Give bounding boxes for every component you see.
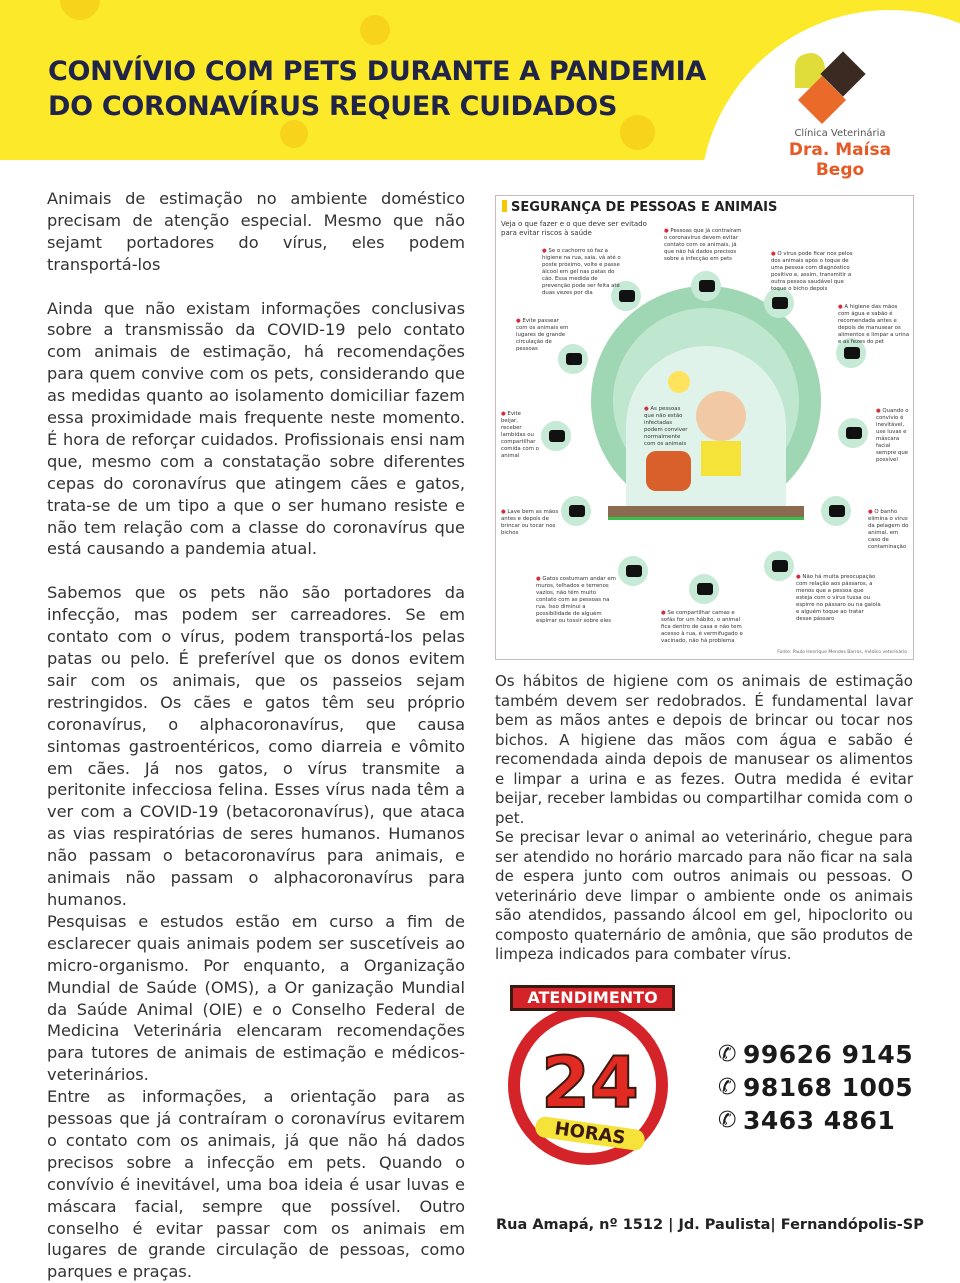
clinic-logo: [765, 48, 915, 180]
phone-icon: ✆: [718, 1108, 737, 1133]
caption: ● Pessoas que já contraíram o coronavírus devem evitar contato com os animais, já que não há dados precisos sobre a infecção em pets: [664, 228, 746, 263]
infographic-subtitle: Veja o que fazer e o que deve ser evitado para evitar riscos à saúde: [501, 220, 647, 237]
caption: ● Evite passear com os animais em lugares de grande circulação de pessoas: [516, 318, 571, 353]
caption: ● O vírus pode ficar nos pelos dos animais após o toque de uma pessoa com diagnóstico positivo e, assim, transmitir a outra pessoa saudável que toque o bicho depois: [771, 251, 861, 293]
phone-list: [718, 1038, 913, 1137]
24h-service-badge: [505, 985, 675, 1170]
caption: ● Evite beijar, receber lambidas ou compartilhar comida com o animal: [501, 411, 539, 460]
pets-heart-icon: [765, 48, 915, 128]
sofa-icon: [689, 574, 719, 604]
phone-item[interactable]: [718, 1071, 913, 1104]
child-shirt-illustration: [701, 441, 741, 476]
mask-icon: [838, 418, 868, 448]
phone-item[interactable]: [718, 1038, 913, 1071]
badge-bottom-label: HORAS: [534, 1115, 646, 1151]
paragraph: Pesquisas e estudos estão em curso a fim de esclarecer quais animais podem ser suscetíveis ao micro-organismo. Por enquanto, a Organização Mundial de Saúde (OMS), a Or ganização Mundial da Saúde Animal (OIE) e o Conselho Federal de Medicina Veterinária elencaram recomendações para tutores de animais de estimação e médicos-veterinários.: [47, 911, 465, 1085]
kiss-icon: [541, 421, 571, 451]
paragraph: Se precisar levar o animal ao veterinário, chegue para ser atendido no horário marcado para não ficar na sala de espera junto com outros animais ou pessoas. O veterinário deve limpar o ambiente onde os animais são atendidos, passando álcool em gel, hipoclorito ou composto quaternário de amônia, que são produtos de limpeza indicados para combater vírus.: [495, 828, 913, 963]
title-line: CONVÍVIO COM PETS DURANTE A PANDEMIA: [48, 56, 706, 87]
faucet-icon: [561, 496, 591, 526]
caption: ● Quando o convívio é inevitável, use luvas e máscara facial sempre que possível: [876, 408, 912, 464]
caption: ● Se compartilhar camas e sofás for um hábito, o animal fica dentro de casa e não tem acesso à rua, é vermifugado e vacinado, não há problema: [661, 610, 746, 645]
clinic-address: Rua Amapá, nº 1512 | Jd. Paulista| Fernandópolis-SP: [496, 1217, 924, 1233]
child-illustration: [696, 391, 746, 441]
paragraph: Sabemos que os pets não são portadores da infecção, mas podem ser carreadores. Se em contato com o vírus, podem transportá-los pelas patas ou pelo. É preferível que os donos evitem sair com os animais, que os passeios sejam restringidos. Os cães e gatos têm seu próprio coronavírus, o alphacoronavírus, que causa sintomas gastroentéricos, como diarreia e vômito em cães. Já nos gatos, o vírus transmite a peritonite infecciosa felina. Esses vírus nada têm a ver com a COVID-19 (betacoronavírus), que ataca as vias respiratórias de seres humanos. Humanos não passam o betacoronavírus para animais, e animais não passam o alphacoronavírus para humanos.: [47, 583, 465, 909]
infographic: [495, 195, 914, 660]
caption: ● As pessoas que não estão infectadas podem conviver normalmente com os animais: [644, 406, 692, 448]
logo-name: Dra. Maísa Bego: [788, 140, 892, 180]
infographic-source: Fonte: Paulo Henrique Mendes Barros, médico veterinário: [777, 650, 907, 655]
left-article-column: [47, 188, 465, 1283]
phone-item[interactable]: [718, 1104, 913, 1137]
paragraph: Os hábitos de higiene com os animais de estimação também devem ser redobrados. É fundamental lavar bem as mãos antes e depois de brincar ou tocar nos bichos. A higiene das mãos com água e sabão é recomendada ainda depois de manusear os alimentos e limpar a urina e as fezes. Outra medida é evitar beijar, receber lambidas ou compartilhar comida com o pet.: [495, 672, 913, 827]
caption: ● Não há muita preocupação com relação aos pássaros, a menos que a pessoa que esteja com o vírus tussa ou espirre no pássaro ou na gaiola e alguém toque ao tratar desse pássaro: [796, 574, 881, 623]
paragraph: Ainda que não existam informações conclusivas sobre a transmissão da COVID-19 pelo contato com animais de estimação, há recomendações para quem convive com os pets, considerando que as medidas quanto ao isolamento domiciliar fazem essa proximidade mais frequente neste momento. É hora de reforçar cuidados. Profissionais ensi nam que, mesmo com a constatação sobre diferentes cepas do coronavírus que atingem cães e gatos, trata-se de um tipo a que o ser humano resiste e não tem relação com a classe do coronavírus que está causando a pandemia atual.: [47, 298, 465, 559]
caption: ● Lave bem as mãos antes e depois de brincar ou tocar nos bichos: [501, 509, 559, 537]
dog-illustration: [646, 451, 691, 491]
sun-icon: [668, 371, 690, 393]
phone-number: 98168 1005: [742, 1073, 914, 1102]
phone-number: 3463 4861: [742, 1106, 896, 1135]
phone-icon: ✆: [718, 1042, 737, 1067]
logo-subtitle: Clínica Veterinária: [794, 128, 886, 139]
cat-wall-icon: [618, 556, 648, 586]
phone-icon: ✆: [718, 1075, 737, 1100]
paragraph: Entre as informações, a orientação para as pessoas que já contraíram o coronavírus evitarem o contato com os animais, já que não há dados precisos sobre a infecção em pets. Quando o convívio é inevitável, uma boa ideia é usar luvas e máscara facial, sempre que possível. Outro conselho é evitar passar com os animais em lugares de grande circulação de pessoas, como parques e praças.: [47, 1087, 465, 1282]
badge-number: 24: [541, 1042, 639, 1124]
caption: ● A higiene das mãos com água e sabão é recomendada antes e depois de manusear os alimentos e limpar a urina e as fezes do pet: [838, 304, 910, 346]
right-article-column: [495, 672, 913, 965]
badge-top-label: ATENDIMENTO: [510, 985, 675, 1011]
caption: ● Gatos costumam andar em muros, telhados e terrenos vazios, não têm muito contato com as pessoas na rua. Isso diminui a possibilidade de alguém espirrar ou tossir sobre eles: [536, 576, 616, 625]
caption: ● Se o cachorro só faz a higiene na rua, saia, vá até o poste próximo, volte e passe álcool em gel nas patas do cão. Essa medida de prevenção pode ser feita até duas vezes por dia: [542, 248, 627, 297]
title-line: DO CORONAVÍRUS REQUER CUIDADOS: [48, 91, 618, 122]
phone-number: 99626 9145: [742, 1040, 914, 1069]
bird-icon: [764, 551, 794, 581]
page-title: [48, 54, 706, 124]
dog-icon: [691, 271, 721, 301]
bath-icon: [821, 496, 851, 526]
infographic-title: SEGURANÇA DE PESSOAS E ANIMAIS: [502, 200, 777, 215]
dome-base: [608, 506, 804, 520]
paragraph: Animais de estimação no ambiente doméstico precisam de atenção especial. Mesmo que não sejamt portadores do vírus, eles podem transportá-los: [47, 189, 465, 274]
caption: ● O banho elimina o vírus da pelagem do animal, em caso de contaminação: [868, 509, 910, 551]
